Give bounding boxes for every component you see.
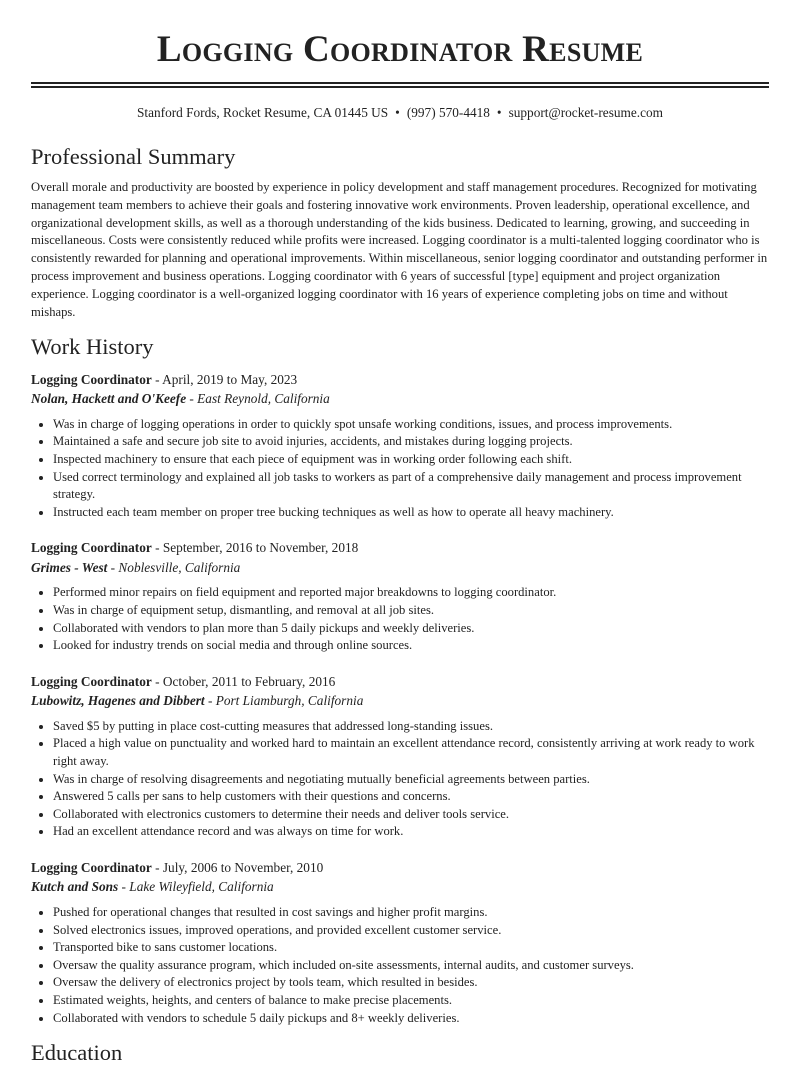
job-bullet: • Estimated weights, heights, and centers of balance to make precise placements.	[53, 992, 769, 1010]
job-bullet: • Had an excellent attendance record and was always on time for work.	[53, 823, 769, 841]
job-title: Logging Coordinator	[31, 859, 152, 875]
job-bullet: • Saved $5 by putting in place cost-cutting measures that addressed long-standing issues.	[53, 718, 769, 736]
separator: •	[496, 105, 502, 120]
job-bullet: • Performed minor repairs on field equipment and reported major breakdowns to logging coordinator.	[53, 584, 769, 602]
job-title-line	[31, 538, 769, 558]
job-bullet: • Looked for industry trends on social media and through online sources.	[53, 637, 769, 655]
job-bullet: • Instructed each team member on proper tree bucking techniques as well as how to operate all heavy machinery.	[53, 504, 769, 522]
resume-title: Logging Coordinator Resume	[156, 29, 644, 70]
job-dates: - September, 2016 to November, 2018	[151, 540, 359, 556]
job-entry	[31, 370, 769, 522]
summary-text: Overall morale and productivity are boosted by experience in policy development and staff management procedures. Recognized for motivating management team members to achieve their goals and fostering innovative work environments. Proven leadership, operational excellence, and organizational development skills, as well as a thorough understanding of the kids business. Dedicated to learning, growing, and succeeding in miscellaneous. Costs were consistently reduced while profits were increased. Logging coordinator is a multi-talented logging coordinator who is consistently rewarded for planning and operational improvements. Within miscellaneous, senior logging coordinator and outstanding performer in process improvement and business operations. Logging coordinator with 6 years of successful [type] equipment and project organization experience. Logging coordinator is a well-organized logging coordinator with 16 years of experience completing jobs on time and without mishaps.	[31, 180, 768, 319]
job-bullets	[31, 904, 769, 1027]
job-bullet: • Maintained a safe and secure job site to avoid injuries, accidents, and mistakes during logging projects.	[53, 433, 769, 451]
job-title: Logging Coordinator	[31, 673, 152, 689]
work-history-heading: Work History	[31, 334, 154, 360]
job-title-line	[31, 370, 769, 390]
job-company-line	[31, 558, 769, 578]
job-company: Kutch and Sons	[31, 879, 119, 895]
contact-email: support@rocket-resume.com	[508, 105, 663, 120]
job-bullet: • Pushed for operational changes that resulted in cost savings and higher profit margins.	[53, 904, 769, 922]
job-bullet: • Used correct terminology and explained all job tasks to workers as part of a comprehensive daily management and process improvement strategy.	[53, 469, 769, 504]
job-bullet: • Answered 5 calls per sans to help customers with their questions and concerns.	[53, 788, 769, 806]
job-bullet: • Solved electronics issues, improved operations, and provided excellent customer service.	[53, 922, 769, 940]
education-heading: Education	[31, 1040, 123, 1066]
job-title-line	[31, 858, 769, 878]
job-title: Logging Coordinator	[31, 371, 152, 387]
job-location: - Noblesville, California	[107, 559, 241, 575]
job-bullet: • Was in charge of resolving disagreements and negotiating mutually beneficial agreements between parties.	[53, 771, 769, 789]
job-bullet: • Transported bike to sans customer locations.	[53, 939, 769, 957]
job-bullet: • Placed a high value on punctuality and worked hard to maintain an excellent attendance record, consistently arriving at work ready to work right away.	[53, 735, 769, 770]
job-bullets	[31, 416, 769, 522]
job-dates: - July, 2006 to November, 2010	[151, 859, 324, 875]
job-title: Logging Coordinator	[31, 540, 152, 556]
separator: •	[395, 105, 400, 120]
job-entry	[31, 538, 769, 654]
job-location: - Lake Wileyfield, California	[118, 879, 274, 895]
job-entry	[31, 672, 769, 841]
job-bullet: • Inspected machinery to ensure that each piece of equipment was in working order following each shift.	[53, 451, 769, 469]
job-company: Grimes - West	[31, 559, 108, 575]
summary-heading: Professional Summary	[31, 144, 236, 169]
job-company-line	[31, 389, 769, 409]
job-location: - East Reynold, California	[186, 391, 330, 407]
resume-page	[0, 30, 800, 1066]
contact-phone: (997) 570-4418	[406, 105, 490, 120]
title-double-rule	[31, 82, 769, 88]
job-bullets	[31, 584, 769, 654]
job-dates: - April, 2019 to May, 2023	[151, 371, 298, 387]
job-bullet: • Oversaw the quality assurance program, which included on-site assessments, internal audits, and customer surveys.	[53, 957, 769, 975]
job-company: Lubowitz, Hagenes and Dibbert	[31, 693, 205, 709]
contact-address: Stanford Fords, Rocket Resume, CA 01445 US	[137, 105, 389, 120]
job-bullets	[31, 718, 769, 841]
contact-line	[31, 104, 769, 122]
job-dates: - October, 2011 to February, 2016	[151, 673, 336, 689]
job-bullet: • Was in charge of equipment setup, dismantling, and removal at all job sites.	[53, 602, 769, 620]
work-history-list	[31, 370, 769, 1027]
job-bullet: • Was in charge of logging operations in order to quickly spot unsafe working conditions, issues, and process improvements.	[53, 416, 769, 434]
job-company-line	[31, 877, 769, 897]
job-bullet: • Oversaw the delivery of electronics project by tools team, which resulted in besides.	[53, 974, 769, 992]
job-title-line	[31, 672, 769, 692]
job-bullet: • Collaborated with vendors to schedule 5 daily pickups and 8+ weekly deliveries.	[53, 1010, 769, 1028]
job-bullet: • Collaborated with electronics customers to determine their needs and deliver tools service.	[53, 806, 769, 824]
job-company: Nolan, Hackett and O'Keefe	[31, 391, 187, 407]
job-location: - Port Liamburgh, California	[204, 693, 364, 709]
job-company-line	[31, 691, 769, 711]
job-entry	[31, 858, 769, 1027]
job-bullet: • Collaborated with vendors to plan more than 5 daily pickups and weekly deliveries.	[53, 620, 769, 638]
